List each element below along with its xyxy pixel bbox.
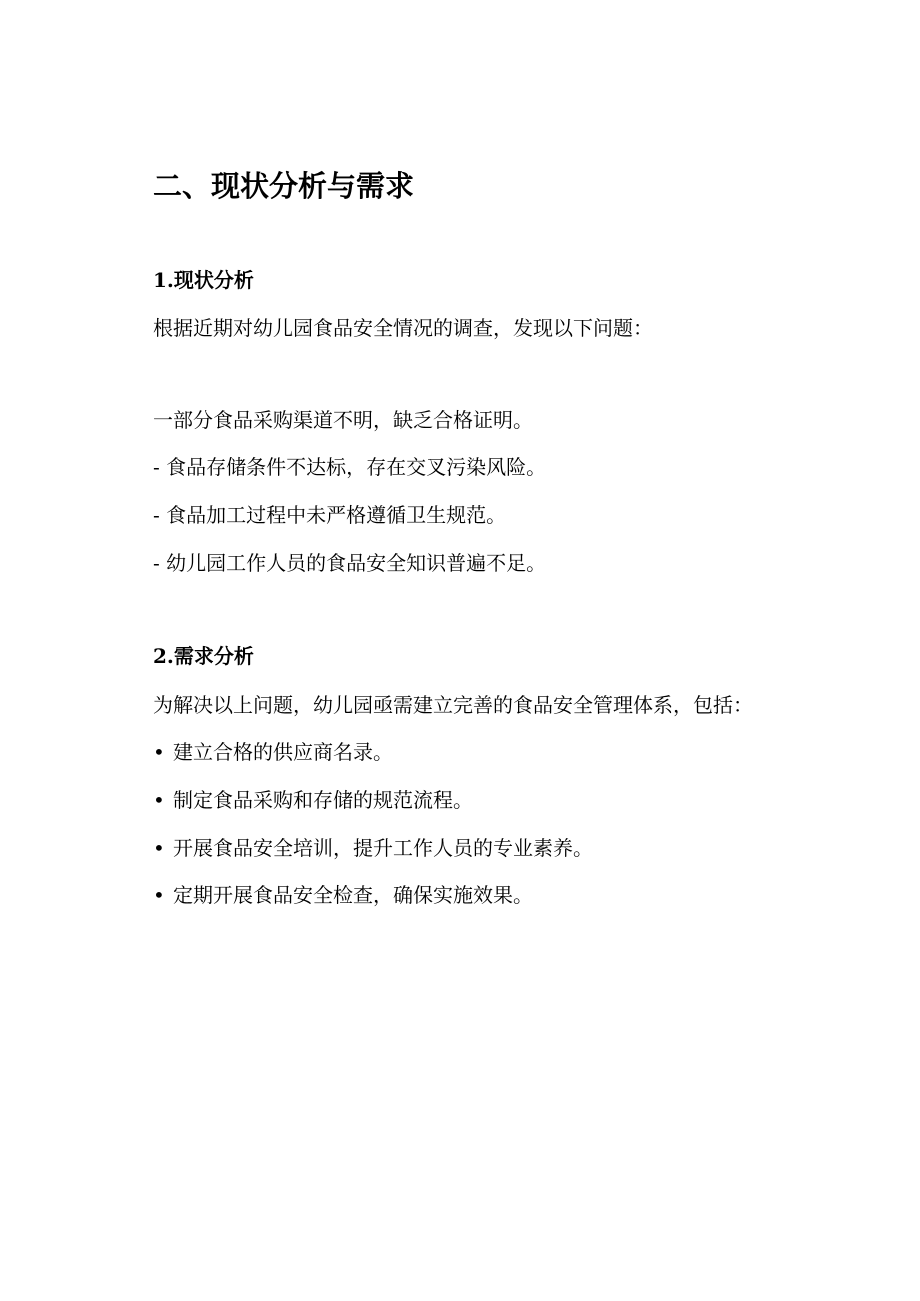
status-issue-item: - 食品存储条件不达标，存在交叉污染风险。: [153, 455, 547, 479]
bullet-icon: •: [153, 883, 165, 907]
needs-item-text: 建立合格的供应商名录。: [173, 740, 393, 764]
needs-item: [153, 833, 593, 863]
bullet-icon: •: [153, 788, 165, 812]
needs-item: [153, 785, 473, 815]
needs-item-text: 定期开展食品安全检查，确保实施效果。: [173, 883, 533, 907]
status-issue-item: 一部分食品采购渠道不明，缺乏合格证明。: [153, 408, 533, 432]
needs-analysis-heading: 2.需求分析: [153, 644, 254, 668]
section-title: 二、现状分析与需求: [153, 169, 415, 203]
needs-item: [153, 737, 393, 767]
needs-item-text: 开展食品安全培训，提升工作人员的专业素养。: [173, 836, 593, 860]
status-issue-item: - 食品加工过程中未严格遵循卫生规范。: [153, 503, 507, 527]
needs-analysis-intro: 为解决以上问题，幼儿园亟需建立完善的食品安全管理体系，包括：: [153, 693, 753, 717]
needs-item-text: 制定食品采购和存储的规范流程。: [173, 788, 473, 812]
bullet-icon: •: [153, 740, 165, 764]
needs-item: [153, 880, 533, 910]
bullet-icon: •: [153, 836, 165, 860]
status-analysis-intro: 根据近期对幼儿园食品安全情况的调查，发现以下问题：: [153, 316, 653, 340]
status-analysis-heading: 1.现状分析: [153, 268, 254, 292]
status-issue-item: - 幼儿园工作人员的食品安全知识普遍不足。: [153, 551, 547, 575]
